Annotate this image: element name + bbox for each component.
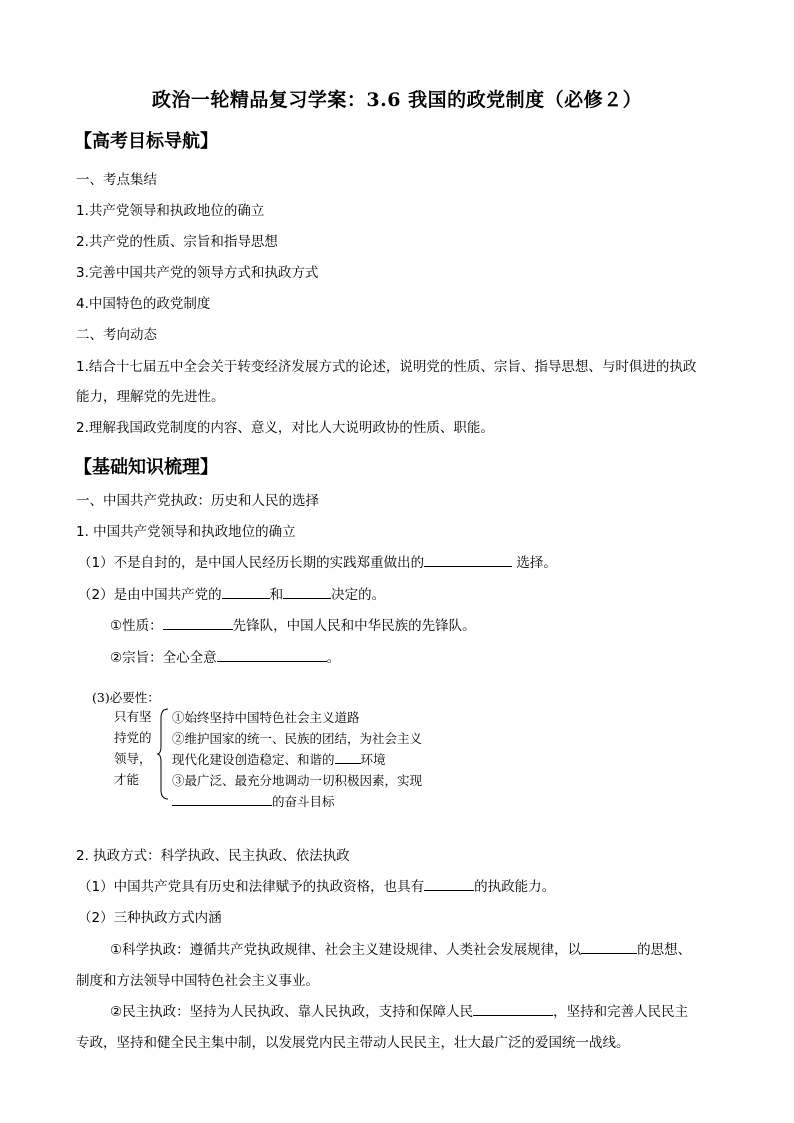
diagram-side-text: 只有坚持党的领导，才能: [114, 709, 152, 787]
text-segment: 选择。: [512, 555, 557, 571]
text-segment: （1）中国共产党具有历史和法律赋予的执政资格，也具有: [78, 879, 425, 895]
answer-blank[interactable]: [283, 584, 331, 599]
answer-blank[interactable]: [424, 552, 512, 567]
paragraph-line: （2）三种执政方式内涵: [78, 910, 222, 926]
necessity-diagram: [92, 688, 452, 813]
fill-line: [110, 1000, 688, 1020]
fill-line: [110, 614, 476, 634]
paragraph-line: 制度和方法领导中国特色社会主义事业。: [76, 973, 319, 989]
text-segment: 的奋斗目标: [272, 794, 335, 809]
diagram-line: ②维护国家的统一、民族的团结，为社会主义: [172, 731, 423, 746]
text-segment: ②民主执政：坚持为人民执政、靠人民执政，支持和保障人民: [110, 1004, 474, 1020]
paragraph-line: 专政，坚持和健全民主集中制，以发展党内民主带动人民民主，壮大最广泛的爱国统一战线。: [76, 1035, 630, 1051]
text-segment: 决定的。: [331, 587, 386, 603]
fill-line: [78, 551, 557, 571]
fill-line: [110, 938, 691, 958]
answer-blank[interactable]: [581, 939, 637, 954]
text-segment: 先锋队，中国人民和中华民族的先锋队。: [232, 618, 476, 634]
text-segment: ①性质：: [110, 618, 163, 634]
list-item: 2.共产党的性质、宗旨和指导思想: [76, 234, 278, 250]
list-item: 3.完善中国共产党的领导方式和执政方式: [76, 265, 319, 281]
text-segment: ，坚持和完善人民民主: [553, 1004, 689, 1020]
list-item: 4.中国特色的政党制度: [76, 296, 211, 312]
text-segment: 的执政能力。: [474, 879, 556, 895]
answer-blank[interactable]: [473, 1001, 553, 1016]
brace-icon: [156, 708, 170, 800]
paragraph-line: 能力，理解党的先进性。: [76, 389, 225, 405]
list-item: 1.共产党领导和执政地位的确立: [76, 203, 265, 219]
diagram-label: (3)必要性：: [92, 690, 160, 705]
part-label: 一、考点集结: [76, 172, 157, 188]
paragraph-line: 1.结合十七届五中全会关于转变经济发展方式的论述，说明党的性质、宗旨、指导思想、与时俱进的执政: [76, 359, 697, 375]
section-heading-basics: 【基础知识梳理】: [74, 457, 218, 478]
text-segment: （2）是由中国共产党的: [78, 587, 222, 603]
answer-blank[interactable]: [335, 751, 361, 764]
text-segment: 。: [326, 650, 341, 666]
fill-line: [110, 646, 340, 666]
diagram-line: [172, 792, 335, 810]
paragraph-line: 2.理解我国政党制度的内容、意义，对比人大说明政协的性质、职能。: [76, 420, 494, 436]
answer-blank[interactable]: [222, 584, 270, 599]
part-label: 一、中国共产党执政：历史和人民的选择: [76, 493, 319, 509]
subsection-title: 2. 执政方式：科学执政、民主执政、依法执政: [76, 848, 350, 864]
answer-blank[interactable]: [172, 793, 272, 806]
diagram-line: [172, 750, 386, 768]
diagram-line: ③最广泛、最充分地调动一切积极因素，实现: [172, 773, 423, 788]
fill-line: [78, 875, 555, 895]
fill-line: [78, 583, 385, 603]
text-segment: ②宗旨：全心全意: [110, 650, 217, 666]
answer-blank[interactable]: [217, 647, 327, 662]
page-title: 政治一轮精品复习学案：3.6 我国的政党制度（必修２）: [151, 89, 643, 111]
text-segment: （1）不是自封的，是中国人民经历长期的实践郑重做出的: [78, 555, 425, 571]
text-segment: 和: [269, 587, 284, 603]
text-segment: 环境: [360, 752, 386, 767]
subsection-title: 1. 中国共产党领导和执政地位的确立: [76, 524, 296, 540]
section-heading-goals: 【高考目标导航】: [74, 131, 218, 152]
answer-blank[interactable]: [163, 615, 233, 630]
diagram-line: ①始终坚持中国特色社会主义道路: [172, 710, 360, 725]
part-label: 二、考向动态: [76, 327, 157, 343]
answer-blank[interactable]: [424, 876, 474, 891]
text-segment: ①科学执政：遵循共产党执政规律、社会主义建设规律、人类社会发展规律，以: [110, 942, 582, 958]
text-segment: 的思想、: [637, 942, 692, 958]
text-segment: 现代化建设创造稳定、和谐的: [172, 752, 335, 767]
